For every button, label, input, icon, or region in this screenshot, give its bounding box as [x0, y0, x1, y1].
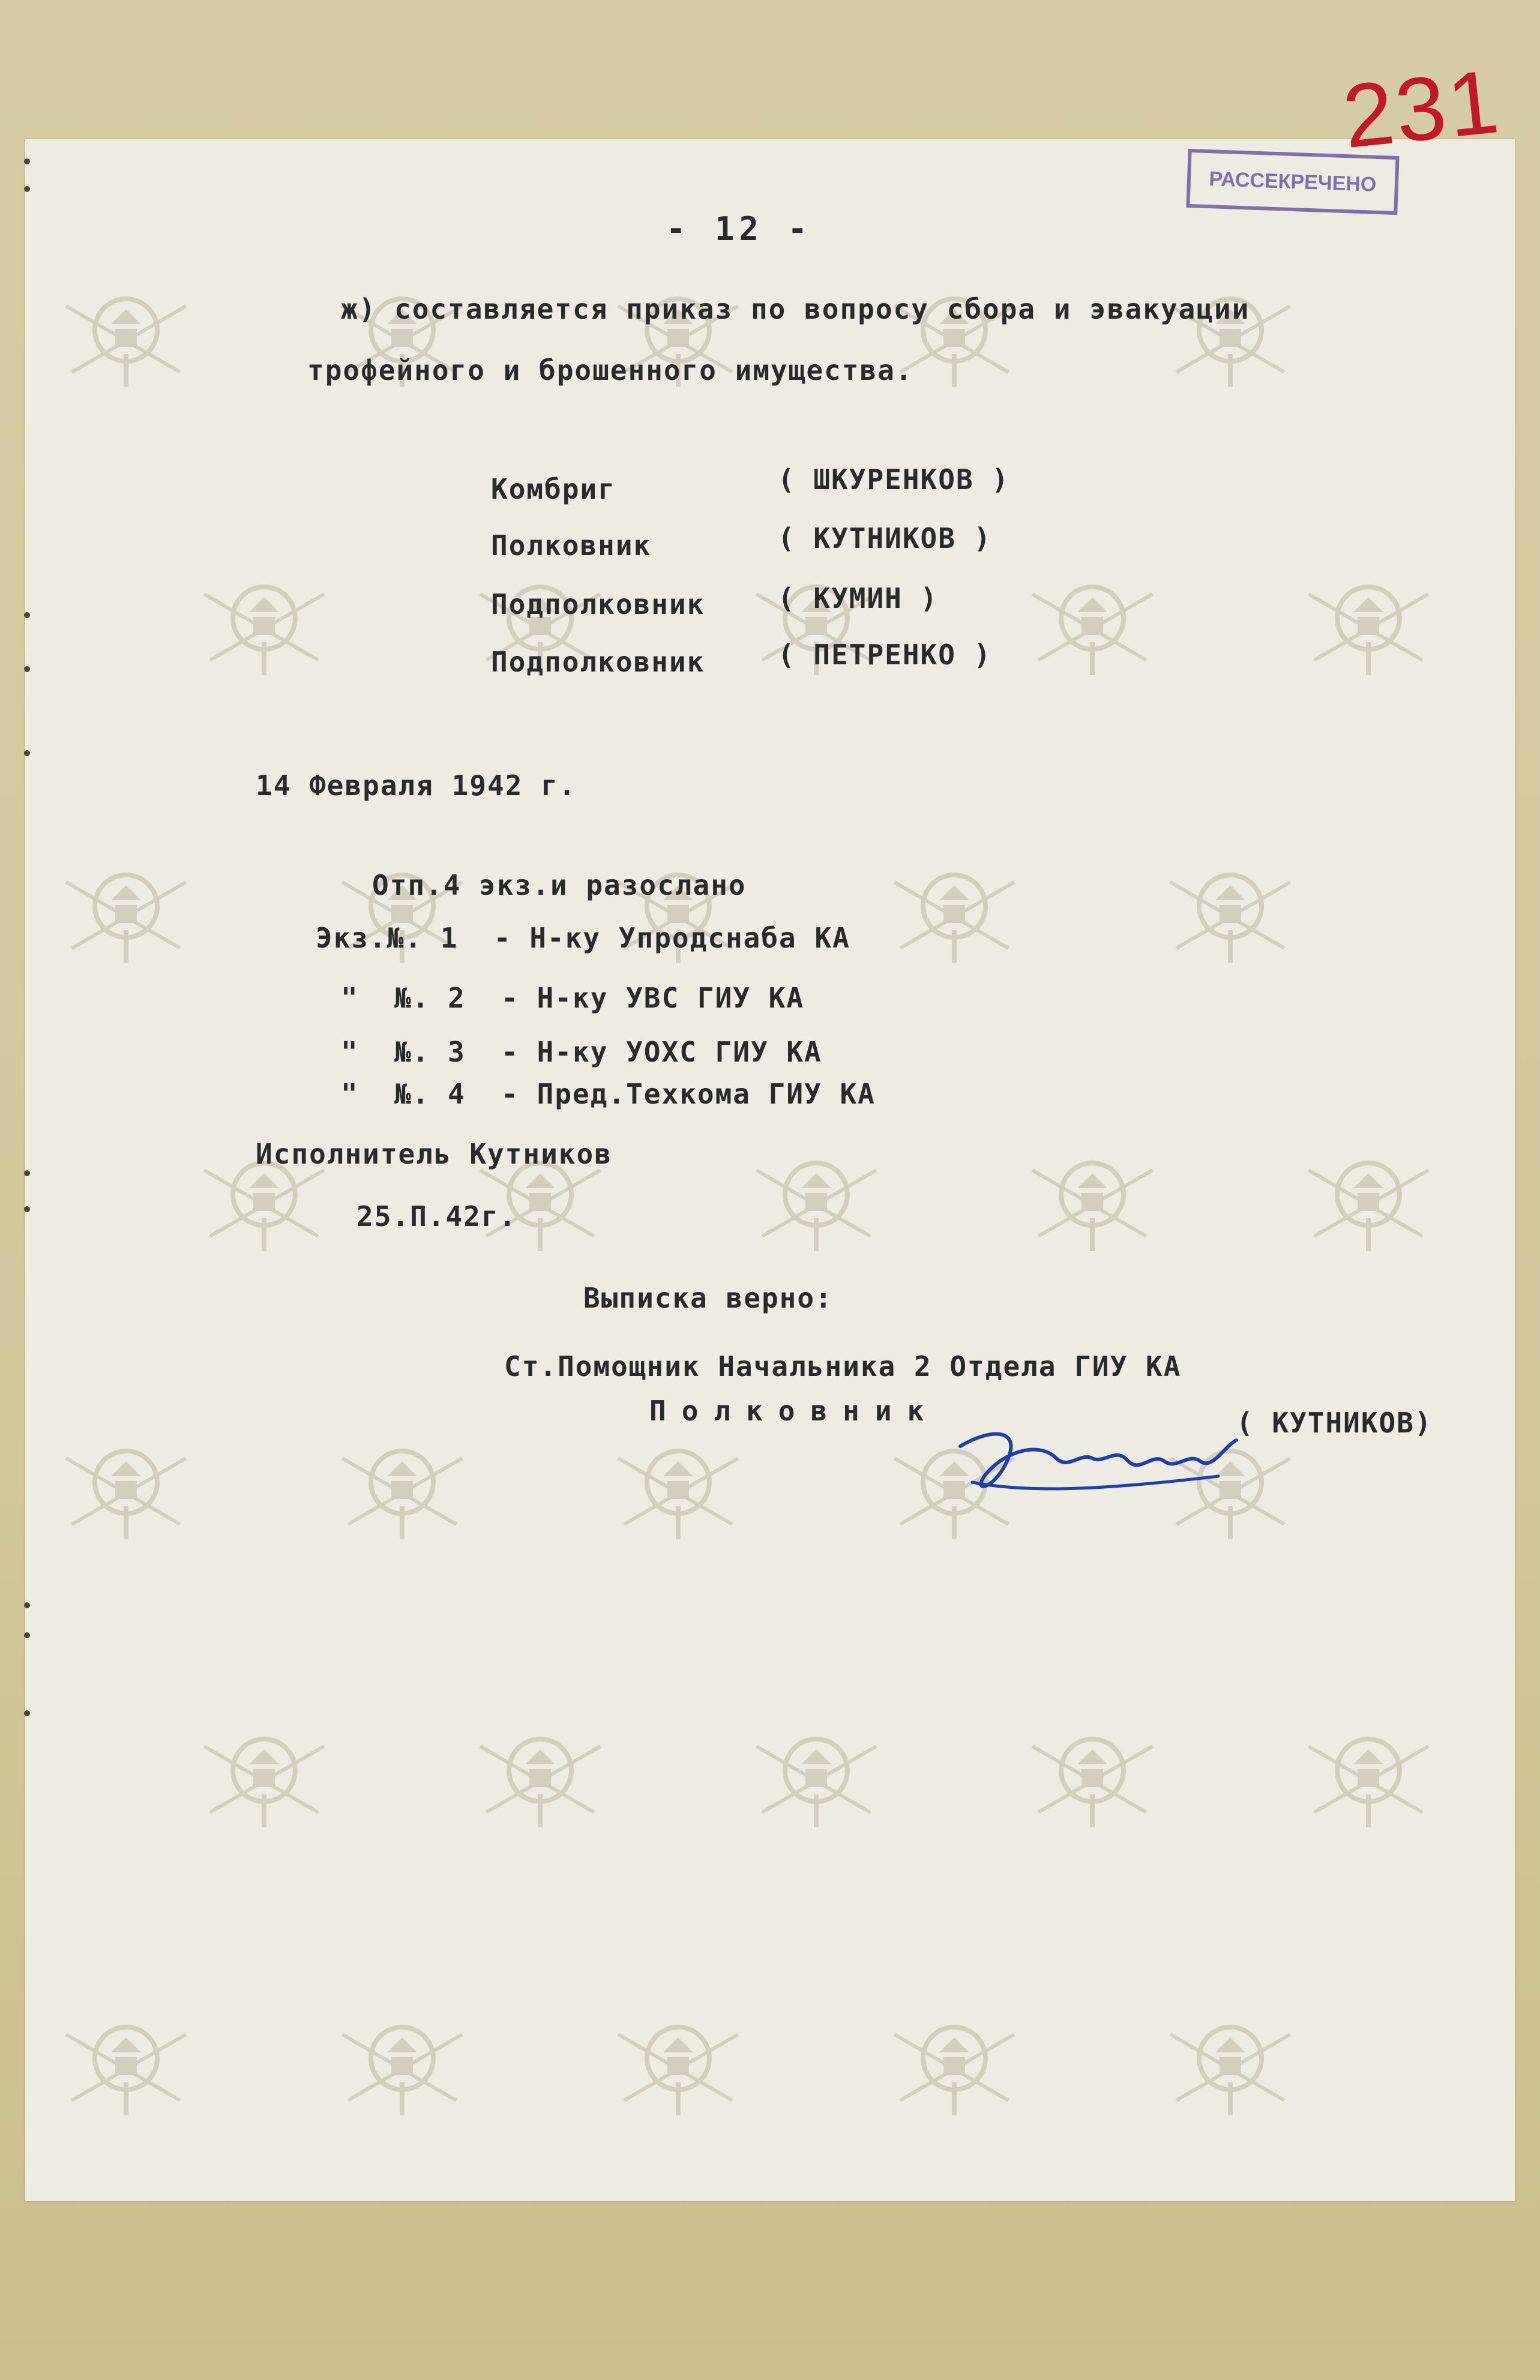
executor-date: 25.П.42г. [356, 1200, 517, 1233]
watermark-emblem-icon [60, 858, 192, 972]
watermark-emblem-icon [612, 1434, 744, 1548]
binding-hole [24, 750, 30, 756]
watermark-emblem-icon [336, 2010, 468, 2124]
binding-hole [24, 1710, 30, 1716]
watermark-emblem-icon [1026, 1722, 1158, 1836]
signatory-rank: Комбриг [491, 473, 616, 505]
binding-hole [24, 1170, 30, 1176]
watermark-emblem-icon [336, 1434, 468, 1548]
watermark-emblem-icon [474, 1722, 606, 1836]
binding-hole [24, 1632, 30, 1638]
watermark-emblem-icon [1302, 1146, 1434, 1260]
watermark-emblem-icon [612, 2010, 744, 2124]
declassified-stamp [1186, 149, 1399, 215]
distribution-copy: Экз.№. 1 - Н-ку Упродснаба КА [316, 922, 850, 954]
signatory-name: ( ПЕТРЕНКО ) [778, 639, 992, 671]
watermark-emblem-icon [888, 2010, 1020, 2124]
binding-hole [24, 1602, 30, 1608]
binding-hole [24, 666, 30, 672]
page-number: - 12 - [666, 210, 813, 248]
watermark-emblem-icon [750, 1722, 882, 1836]
watermark-emblem-icon [198, 570, 330, 684]
watermark-emblem-icon [888, 858, 1020, 972]
binding-hole [24, 186, 30, 192]
distribution-header: Отп.4 экз.и разослано [372, 869, 747, 901]
signatory-name: ( КУМИН ) [778, 582, 939, 615]
handwritten-signature [936, 1404, 1248, 1506]
executor: Исполнитель Кутников [256, 1138, 612, 1170]
watermark-emblem-icon [1302, 570, 1434, 684]
distribution-copy: " №. 3 - Н-ку УОХС ГИУ КА [341, 1036, 822, 1068]
signatory-rank: Подполковник [491, 646, 705, 678]
binding-hole [24, 158, 30, 164]
paragraph-line: трофейного и брошенного имущества. [307, 354, 913, 386]
watermark-emblem-icon [1164, 2010, 1296, 2124]
binding-hole [24, 1206, 30, 1212]
watermark-emblem-icon [1302, 1722, 1434, 1836]
watermark-emblem-icon [60, 2010, 192, 2124]
watermark-emblem-icon [1026, 570, 1158, 684]
watermark-emblem-icon [1026, 1146, 1158, 1260]
folio-number: 231 [1338, 50, 1506, 167]
certification-rank: Полковник [649, 1395, 940, 1427]
watermark-emblem-icon [60, 1434, 192, 1548]
watermark-emblem-icon [1164, 858, 1296, 972]
declassified-stamp-text: РАССЕКРЕЧЕНО [1209, 167, 1377, 196]
certification-position: Ст.Помощник Начальника 2 Отдела ГИУ КА [504, 1350, 1182, 1383]
watermark-emblem-icon [750, 1146, 882, 1260]
signatory-name: ( ШКУРЕНКОВ ) [778, 463, 1010, 496]
watermark-emblem-icon [198, 1722, 330, 1836]
signatory-rank: Полковник [491, 529, 652, 562]
paragraph-line: ж) составляется приказ по вопросу сбора и эвакуации [341, 293, 1250, 325]
certification-header: Выписка верно: [583, 1282, 833, 1314]
certification-name: ( КУТНИКОВ) [1236, 1407, 1433, 1439]
watermark-emblem-icon [60, 282, 192, 396]
signatory-rank: Подполковник [491, 588, 705, 621]
distribution-copy: " №. 2 - Н-ку УВС ГИУ КА [341, 982, 805, 1014]
document-date: 14 Февраля 1942 г. [256, 769, 577, 802]
binding-hole [24, 612, 30, 618]
signatory-name: ( КУТНИКОВ ) [778, 522, 992, 554]
distribution-copy: " №. 4 - Пред.Техкома ГИУ КА [341, 1078, 876, 1110]
